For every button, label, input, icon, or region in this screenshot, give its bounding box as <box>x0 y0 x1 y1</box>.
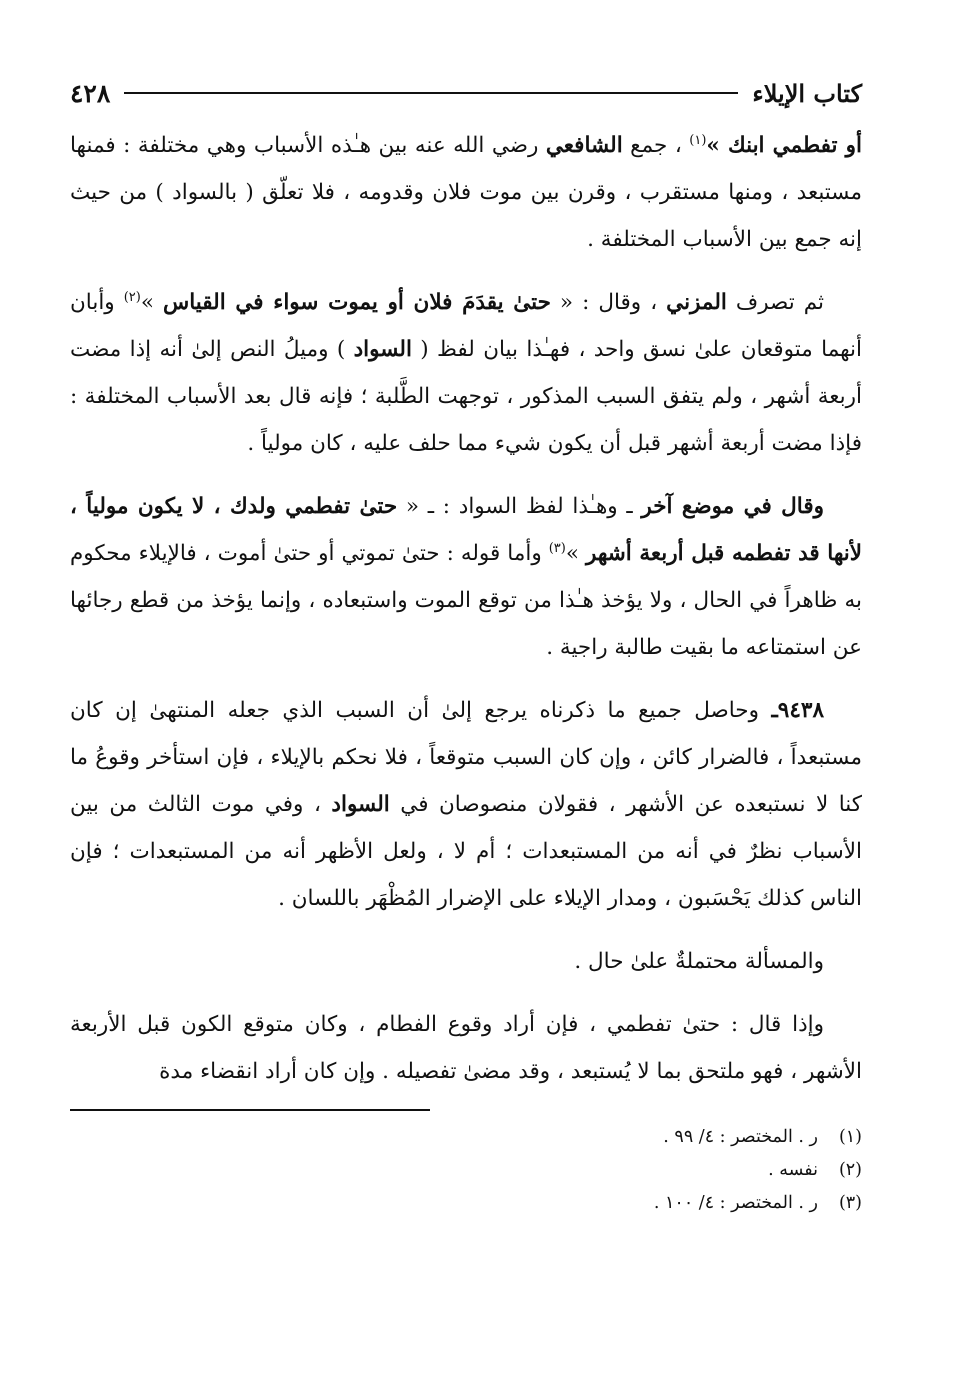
text-span: ـ وهـٰذا لفظ السواد : ـ « <box>397 494 642 519</box>
paragraph-6: وإذا قال : حتىٰ تفطمي ، فإن أراد وقوع الفطام ، وكان متوقع الكون قبل الأربعة الأشهر ، فهو ملتحق بما لا يُستبعد ، وقد مضىٰ تفصيله . وإن كان أراد انقضاء مدة <box>70 1012 862 1084</box>
footnote-number: (١) <box>838 1127 862 1147</box>
paragraph-5: والمسألة محتملةٌ علىٰ حال . <box>574 949 824 974</box>
text-span: وأبان أنهما متوقعان علىٰ نسق واحد ، فهـٰذا بيان لفظ ( <box>70 290 862 362</box>
paragraph-1 <box>70 122 862 263</box>
body-text <box>70 122 862 1095</box>
header-rule <box>124 92 738 94</box>
page <box>70 70 862 1370</box>
term-text: السواد <box>353 337 412 362</box>
paragraph-2 <box>70 279 862 467</box>
text-span: وأما قوله : حتىٰ تموتي أو حتىٰ أموت ، فالإيلاء محكوم به ظاهراً في الحال ، ولا يؤخذ هـٰذا من توقع الموت واستبعاده ، وإنما يؤخذ من قطع رجائها عن استمتاعه ما بقيت طالبة راجية . <box>70 541 862 660</box>
chapter-title: كتاب الإيلاء <box>752 78 862 108</box>
footnote-1 <box>70 1121 862 1154</box>
name-text: الشافعي <box>545 133 623 158</box>
text-span: ، جمع <box>622 133 690 158</box>
footnote-text: ر . المختصر : ٤/ ١٠٠ . <box>653 1193 818 1213</box>
footnote-2 <box>70 1154 862 1187</box>
text-span: رضي الله عنه بين هـٰذه الأسباب وهي مختلفة : فمنها مستبعد ، ومنها مستقرب ، وقرن بين موت فلان وقدومه ، فلا تعلّق ( بالسواد ) من حيث إنه جمع بين الأسباب المختلفة . <box>70 133 862 252</box>
footnote-3 <box>70 1187 862 1220</box>
text-span: ، وقال : « <box>550 290 667 315</box>
footnote-rule <box>70 1109 430 1111</box>
footnote-text: نفسه . <box>768 1160 818 1180</box>
text-span: ، وفي موت الثالث من بين الأسباب نظرٌ في أنه من المستبعدات ؛ أم لا ، ولعل الأظهر أنه من المستبعدات ؛ فإن الناس كذلك يَحْسَبون ، ومدار الإيلاء على الإضرار المُظْهَر باللسان . <box>70 792 862 911</box>
footnote-text: ر . المختصر : ٤/ ٩٩ . <box>663 1127 818 1147</box>
footnote-ref-2: (٢) <box>123 289 141 305</box>
footnote-ref-1: (١) <box>689 132 707 148</box>
text-span: ) وميلُ النص إلىٰ أنه إذا مضت أربعة أشهر ، ولم يتفق السبب المذكور ، توجهت الطَّلبة ؛ فإنه قال بعد الأسباب المختلفة : فإذا مضت أربعة أشهر قبل أن يكون شيء مما حلف عليه ، كان مولياً . <box>70 337 862 456</box>
running-header <box>70 70 862 116</box>
text-span: ثم تصرف <box>726 290 824 315</box>
term-text: السواد <box>331 792 390 817</box>
text-span: » <box>140 290 164 315</box>
footnotes <box>70 1121 862 1220</box>
footnote-number: (٢) <box>838 1160 862 1180</box>
text-span: » <box>565 541 586 566</box>
quote-text: حتىٰ يقدَمَ فلان أو يموت سواء في القياس <box>163 290 551 315</box>
paragraph-3 <box>70 483 862 671</box>
text-span: وحاصل جميع ما ذكرناه يرجع إلىٰ أن السبب الذي جعله المنتهىٰ إن كان مستبعداً ، فالضرار كائن ، وإن كان السبب متوقعاً ، فلا نحكم بالإيلاء ، فإن استأخر وقوعُ ما كنا لا نستبعده عن الأشهر ، فقولان منصوصان في <box>70 698 862 817</box>
quote-text: أو تفطمي ابنك » <box>706 133 862 158</box>
heading-text: وقال في موضع آخر <box>641 494 824 519</box>
name-text: المزني <box>666 290 727 315</box>
section-number: ٩٤٣٨ـ <box>771 698 824 723</box>
footnote-ref-3: (٣) <box>548 540 566 556</box>
paragraph-4 <box>70 687 862 922</box>
page-number: ٤٢٨ <box>70 78 111 108</box>
footnote-number: (٣) <box>838 1193 862 1213</box>
quote-text: حتىٰ تفطمي ولدك ، لا يكون مولياً ، لأنها قد تفطمه قبل أربعة أشهر <box>70 494 862 566</box>
